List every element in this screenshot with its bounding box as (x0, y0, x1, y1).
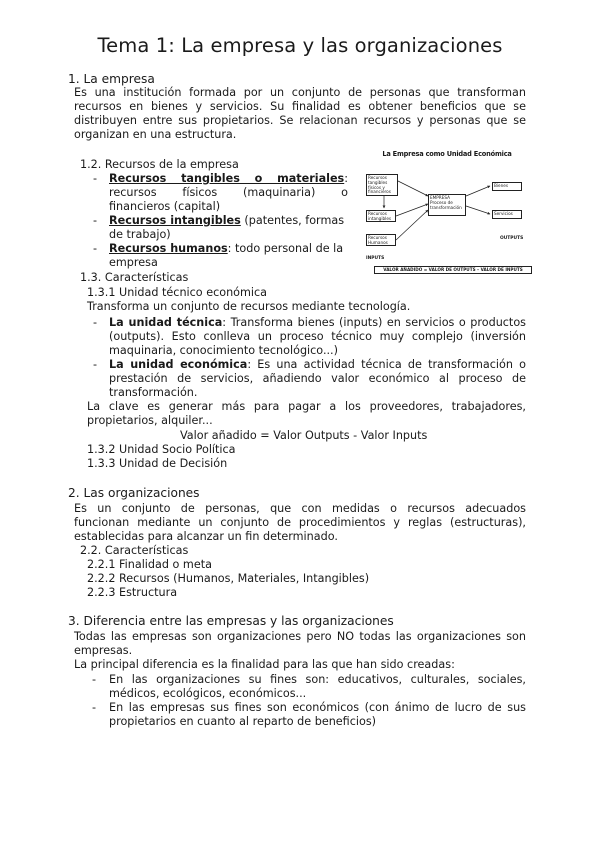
diagram-input-tangibles: Recursos tangibles físicos y financieros (366, 174, 398, 196)
resource-item-intangibles: Recursos intangibles (patentes, formas (109, 214, 345, 227)
unit-item-economica: La unidad económica: Es una actividad técnica de transformación o (109, 358, 526, 371)
bullet-dash: - (92, 701, 97, 714)
section-3-p1-line-2: empresas. (74, 644, 133, 657)
bullet-dash: - (93, 358, 98, 371)
clave-line-1: La clave es generar más para pagar a los proveedores, trabajadores, (87, 400, 526, 413)
subsection-2-2-1: 2.2.1 Finalidad o meta (87, 558, 212, 571)
clave-line-2: propietarios, alquiler... (87, 414, 213, 427)
diagram-output-servicios: Servicios (492, 210, 522, 219)
page-title: Tema 1: La empresa y las organizaciones (97, 34, 503, 57)
subsection-2-2-2: 2.2.2 Recursos (Humanos, Materiales, Intangibles) (87, 572, 370, 585)
bullet-dash: - (92, 673, 97, 686)
subsection-1-3-3: 1.3.3 Unidad de Decisión (87, 457, 228, 470)
bullet-dash: - (93, 316, 98, 329)
diagram-inputs-label: INPUTS (366, 256, 385, 261)
diagram-input-humanos: Recursos Humanos (366, 234, 396, 246)
diagram-center-empresa: EMPRESA Proceso de transformación (428, 194, 466, 216)
diagram-title: La Empresa como Unidad Económica (382, 150, 512, 158)
resource-line: empresa (109, 256, 158, 269)
diagram-outputs-label: OUTPUTS (500, 236, 524, 241)
subsection-1-3-1-heading: 1.3.1 Unidad técnico económica (87, 286, 268, 299)
subsection-1-2-heading: 1.2. Recursos de la empresa (80, 158, 239, 171)
subsection-1-3-1-intro: Transforma un conjunto de recursos mediante tecnología. (87, 300, 411, 313)
section-3-p1-line-1: Todas las empresas son organizaciones pero NO todas las organizaciones son (74, 630, 526, 643)
unit-label: La unidad económica (109, 358, 248, 371)
unit-label: La unidad técnica (109, 316, 223, 329)
diagram-footer: VALOR AÑADIDO = VALOR DE OUTPUTS – VALOR DE INPUTS (374, 266, 532, 274)
section-2-heading: 2. Las organizaciones (68, 486, 200, 500)
resource-line: recursos físicos (maquinaria) o (109, 186, 348, 199)
section-1-line-3: distribuyen entre sus propietarios. Se relacionan recursos y personas que se (74, 114, 526, 127)
subsection-1-3-2: 1.3.2 Unidad Socio Política (87, 443, 236, 456)
empresa-diagram (362, 150, 532, 278)
section-1-line-4: organizan en una estructura. (74, 128, 237, 141)
resource-line: financieros (capital) (109, 200, 221, 213)
unit-line: maquinaria, conocimiento tecnológico...) (109, 344, 338, 357)
section-2-line-2: funcionan mediante un conjunto de procedimientos y reglas (estructuras), (74, 516, 526, 529)
resource-label: Recursos humanos (109, 242, 228, 255)
resource-label: Recursos intangibles (109, 214, 241, 227)
bullet-dash: - (93, 172, 98, 185)
section-1-line-1: Es una institución formada por un conjunto de personas que transforman (74, 86, 526, 99)
bullet-dash: - (93, 242, 98, 255)
resource-line: de trabajo) (109, 228, 171, 241)
section-2-line-3: establecidas para alcanzar un fin determinado. (74, 530, 338, 543)
section-2-line-1: Es un conjunto de personas, que con medidas o recursos adecuados (74, 502, 526, 515)
section-1-heading: 1. La empresa (68, 72, 155, 86)
unit-item-tecnica: La unidad técnica: Transforma bienes (inputs) en servicios o productos (109, 316, 526, 329)
diagram-output-bienes: Bienes (492, 182, 522, 191)
bullet-dash: - (93, 214, 98, 227)
section-3-heading: 3. Diferencia entre las empresas y las organizaciones (68, 614, 394, 628)
unit-line: (outputs). Esto conlleva un proceso técnico muy complejo (inversión (109, 330, 526, 343)
resource-item-tangibles: Recursos tangibles o materiales: (109, 172, 348, 185)
subsection-2-2-heading: 2.2. Características (80, 544, 189, 557)
unit-line: transformación. (109, 386, 198, 399)
subsection-2-2-3: 2.2.3 Estructura (87, 586, 178, 599)
diagram-input-intangibles: Recursos intangibles (366, 210, 396, 222)
formula: Valor añadido = Valor Outputs - Valor Inputs (180, 429, 428, 442)
difference-item-2-line-1: En las empresas sus fines son económicos (con ánimo de lucro de sus (109, 701, 526, 714)
resource-item-humanos: Recursos humanos: todo personal de la (109, 242, 344, 255)
difference-item-2-line-2: propietarios en cuanto al reparto de beneficios) (109, 715, 377, 728)
difference-item-1-line-2: médicos, ecológicos, económicos... (109, 687, 307, 700)
section-3-p2: La principal diferencia es la finalidad para las que han sido creadas: (74, 658, 455, 671)
difference-item-1-line-1: En las organizaciones su fines son: educativos, culturales, sociales, (109, 673, 526, 686)
resource-label: Recursos tangibles o materiales (109, 172, 345, 185)
section-1-line-2: recursos en bienes y servicios. Su finalidad es obtener beneficios que se (74, 100, 526, 113)
unit-line: prestación de servicios, añadiendo valor económico al proceso de (109, 372, 526, 385)
subsection-1-3-heading: 1.3. Características (80, 271, 189, 284)
